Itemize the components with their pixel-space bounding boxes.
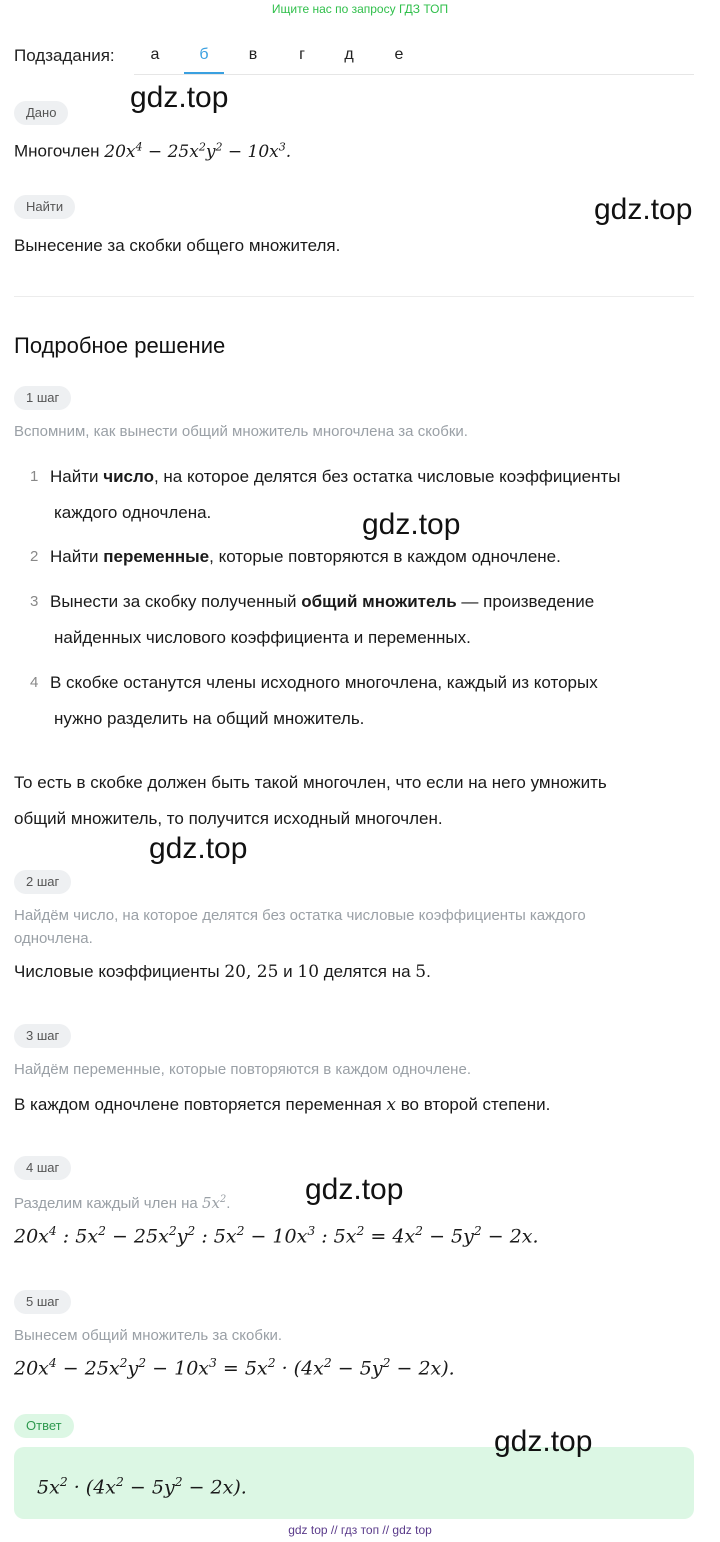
step3-chip: 3 шаг [14,1024,71,1048]
watermark: gdz.top [594,193,693,226]
step4-hint: Разделим каждый член на $5x^2$. [14,1194,231,1212]
list-number: 4 [30,674,39,691]
step1-chip: 1 шаг [14,386,71,410]
given-formula: $20x^4 - 25x^2y^2 - 10x^3$. [104,140,292,162]
step4-chip: 4 шаг [14,1156,71,1180]
step1-summary: То есть в скобке должен быть такой многочлен, что если на него умножить общий множитель, то получится исходный многочлен. [14,773,607,828]
watermark: gdz.top [149,832,248,865]
find-text: Вынесение за скобки общего множителя. [14,236,341,255]
step5-chip: 5 шаг [14,1290,71,1314]
list-item [30,539,710,575]
step2-chip: 2 шаг [14,870,71,894]
solution-title: Подробное решение [14,333,226,358]
list-item-text: Вынести за скобку полученный общий множитель — произведение найденных числового коэффициента и переменных. [50,592,595,647]
step1-list [30,459,710,737]
watermark: gdz.top [362,508,461,541]
answer-chip: Ответ [14,1414,74,1438]
find-chip: Найти [14,195,75,219]
given-text: Многочлен $20x^4 - 25x^2y^2 - 10x^3$. [14,140,292,162]
subtasks-label: Подзадания: [14,46,115,65]
list-number: 1 [30,468,39,485]
footer: gdz top // гдз топ // gdz top [288,1523,432,1537]
list-item [30,665,710,737]
tab-g[interactable]: г [299,46,305,63]
step5-hint: Вынесем общий множитель за скобки. [14,1327,283,1344]
list-number: 3 [30,593,39,610]
step2-hint: Найдём число, на которое делятся без остатка числовые коэффициенты каждого одночлена. [14,907,586,947]
tab-b[interactable]: б [199,46,209,63]
tab-e[interactable]: е [394,46,404,63]
step3-hint: Найдём переменные, которые повторяются в каждом одночлене. [14,1061,471,1078]
watermark: gdz.top [494,1425,593,1458]
top-banner: Ищите нас по запросу ГДЗ ТОП [271,2,449,16]
answer-formula: $5x^2 \cdot (4x^2 - 5y^2 - 2x)$. [37,1475,247,1499]
step1-hint: Вспомним, как вынести общий множитель многочлена за скобки. [14,423,468,440]
list-item-text: Найти число, на которое делятся без остатка числовые коэффициенты каждого одночлена. [50,467,621,522]
step5-formula: $20x^4 - 25x^2y^2 - 10x^3 = 5x^2 \cdot (4x^2 - 5y^2 - 2x)$. [14,1356,455,1380]
tab-active-indicator [184,72,224,74]
section-divider [14,296,694,297]
step3-text: В каждом одночлене повторяется переменная x во второй степени. [14,1095,551,1115]
list-number: 2 [30,548,39,565]
given-chip: Дано [14,101,68,125]
list-item-text: В скобке останутся члены исходного многочлена, каждый из которых нужно разделить на общий множитель. [50,673,598,728]
watermark: gdz.top [130,81,229,114]
tab-v[interactable]: в [248,46,258,63]
step4-formula: $20x^4$ : $5x^2 - 25x^2y^2$ : $5x^2 - 10x^3$ : $5x^2 = 4x^2 - 5y^2 - 2x$. [14,1224,539,1248]
tabs-divider [134,74,694,75]
step2-text: Числовые коэффициенты 20, 25 и 10 делятся на 5. [14,962,431,982]
tab-d[interactable]: д [344,46,354,63]
tab-a[interactable]: а [150,46,160,63]
list-item [30,584,710,656]
watermark: gdz.top [305,1173,404,1206]
list-item-text: Найти переменные, которые повторяются в каждом одночлене. [50,547,561,566]
